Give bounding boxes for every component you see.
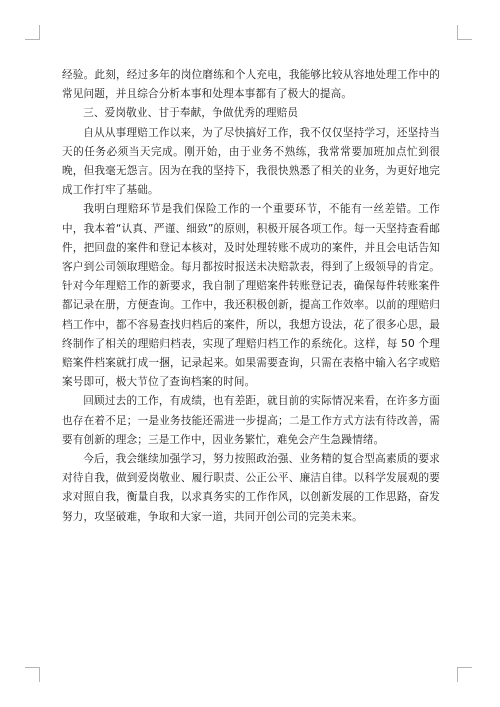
paragraph: 今后，我会继续加强学习，努力按照政治强、业务精的复合型高素质的要求对待自我，做到爱岗敬业、履行职责、公正公平、廉洁自律。以科学发展观的要求对照自我，衡量自我，以求真务实的工作作风，以创新发展的工作思路，奋发努力，攻坚破难，争取和大家一道，共同开创公司的完美未来。 bbox=[62, 453, 440, 523]
section-heading: 三、爱岗敬业、甘于奉献，争做优秀的理赔员 bbox=[83, 107, 299, 120]
paragraph: 我明白理赔环节是我们保险工作的一个重要环节，不能有一丝差错。工作中，我本着“认真、严谨、细致”的原则，积极开展各项工作。每一天坚持查看邮件，把回盘的案件和登记本核对，及时处理转账不成功的案件，并且会电话告知客户到公司领取理赔金。每月都按时报送未决赔款表，得到了上级领导的肯定。针对今年理赔工作的新要求，我自制了理赔案件转账登记表，确保每件转账案件都记录在册，方便查询。工作中，我还积极创新，提高工作效率。以前的理赔归档工作中，都不容易查找归档后的案件，所以，我想方设法，花了很多心思，最终制作了相关的理赔归档表，实现了理赔归档工作的系统化。这样，每 50 个理赔案件档案就打成一捆，记录起来。如果需要查询，只需在表格中输入名字或赔案号即可，极大节位了查询档案的时间。 bbox=[62, 203, 440, 389]
corner-mark-bottom-left bbox=[25, 667, 40, 682]
document-body bbox=[62, 66, 440, 527]
corner-mark-top-right bbox=[457, 25, 472, 40]
paragraph: 回顾过去的工作，有成绩，也有差距，就目前的实际情况来看，在许多方面也存在着不足；一是业务技能还需进一步提高；二是工作方式方法有待改善，需要有创新的理念；三是工作中，因业务繁忙，难免会产生急躁情绪。 bbox=[62, 395, 440, 446]
paragraph-continuation: 经验。此刻，经过多年的岗位磨练和个人充电，我能够比较从容地处理工作中的常见问题，并且综合分析本事和处理本事都有了极大的提高。 bbox=[62, 69, 440, 101]
corner-mark-bottom-right bbox=[457, 667, 472, 682]
paragraph: 自从从事理赔工作以来，为了尽快搞好工作，我不仅仅坚持学习，还坚持当天的任务必须当天完成。刚开始，由于业务不熟练，我常常要加班加点忙到很晚，但我毫无怨言。因为在我的坚持下，我很快熟悉了相关的业务，为更好地完成工作打牢了基础。 bbox=[62, 126, 440, 197]
corner-mark-top-left bbox=[25, 25, 40, 40]
